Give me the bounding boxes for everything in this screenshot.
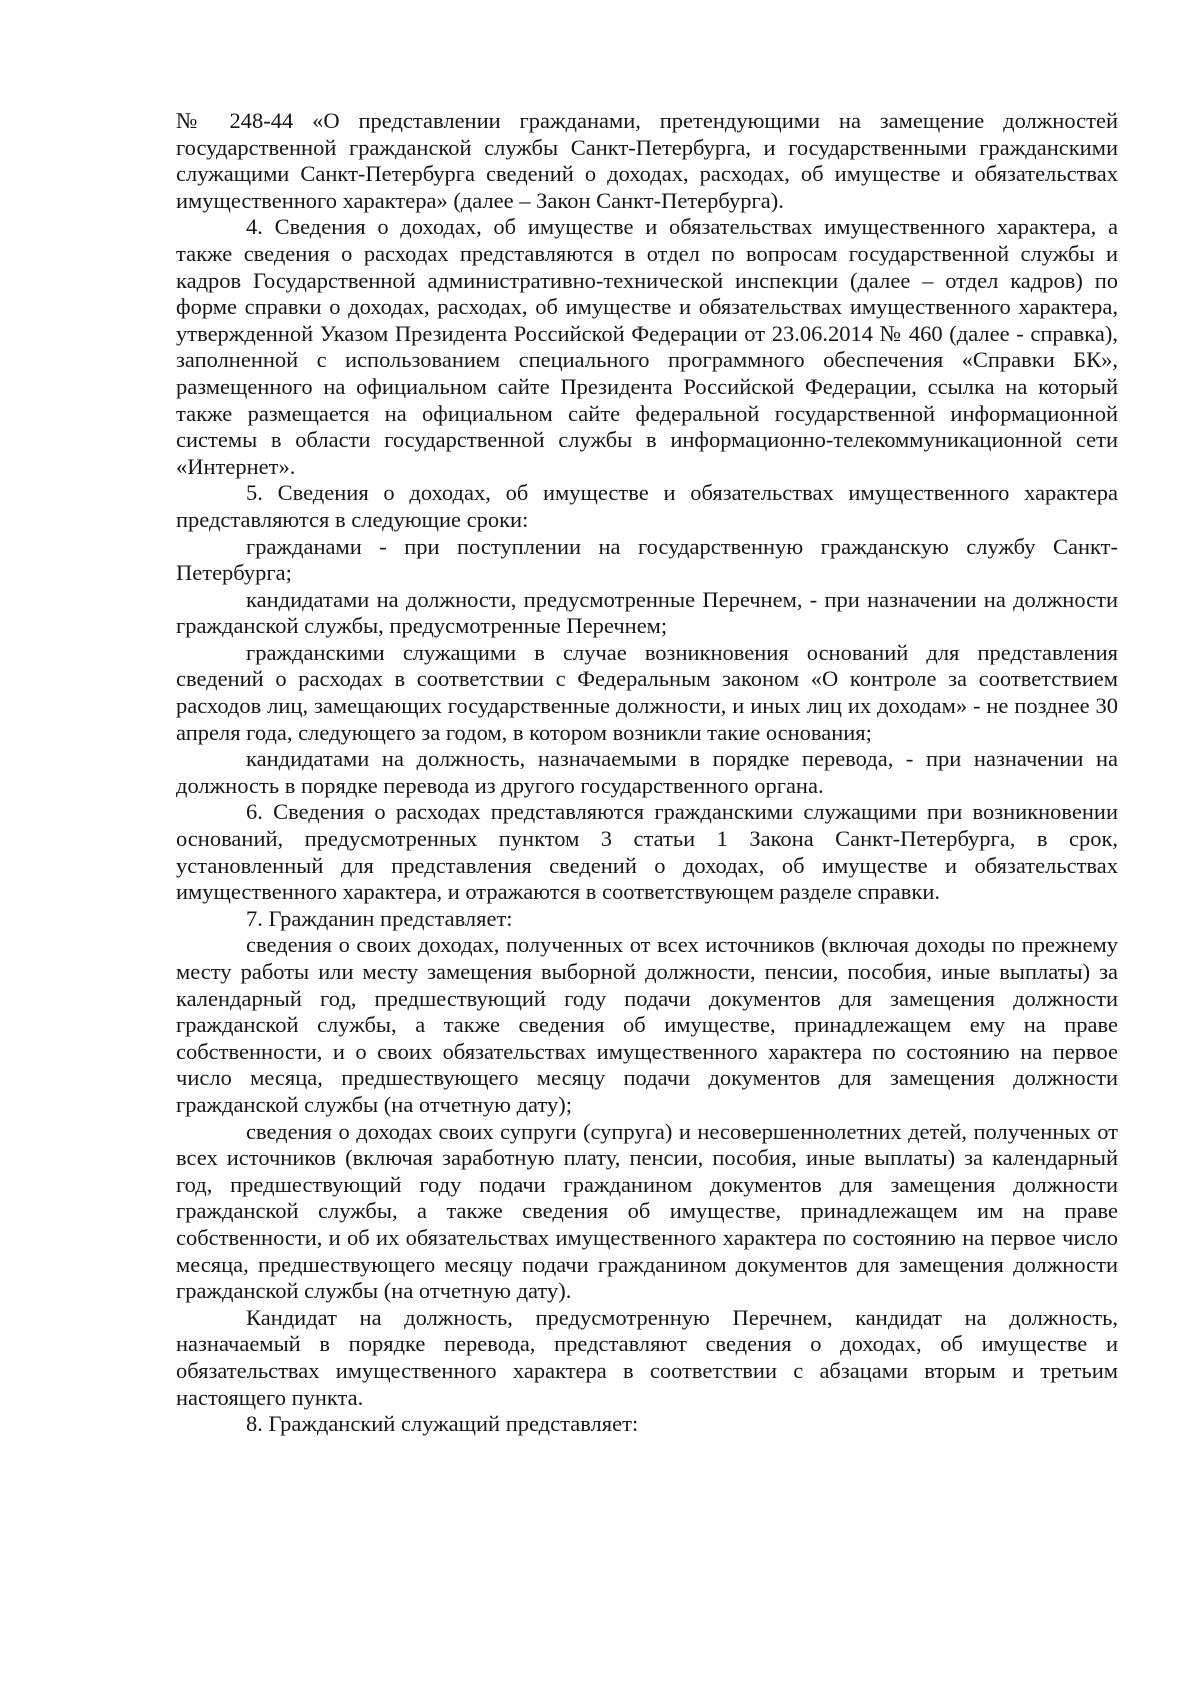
paragraph-item-5-citizens: гражданами - при поступлении на государственную гражданскую службу Санкт-Петербурга; <box>176 533 1118 586</box>
paragraph-item-4: 4. Сведения о доходах, об имуществе и обязательствах имущественного характера, а также сведения о расходах представляются в отдел по вопросам государственной службы и кадров Государственной административно-технической инспекции (далее – отдел кадров) по форме справки о доходах, расходах, об имуществе и обязательствах имущественного характера, утвержденной Указом Президента Российской Федерации от 23.06.2014 № 460 (далее - справка), заполненной с использованием специального программного обеспечения «Справки БК», размещенного на официальном сайте Президента Российской Федерации, ссылка на который также размещается на официальном сайте федеральной государственной информационной системы в области государственной службы в информационно-телекоммуникационной сети «Интернет». <box>176 214 1118 479</box>
paragraph-item-5-transfer-candidates: кандидатами на должность, назначаемыми в порядке перевода, - при назначении на должность в порядке перевода из другого государственного органа. <box>176 746 1118 798</box>
paragraph-item-7-own-income: сведения о своих доходах, полученных от всех источников (включая доходы по прежнему месту работы или месту замещения выборной должности, пенсии, пособия, иные выплаты) за календарный год, предшествующий году подачи документов для замещения должности гражданской службы, а также сведения об имуществе, принадлежащем ему на праве собственности, и о своих обязательствах имущественного характера по состоянию на первое число месяца, предшествующего месяцу подачи документов для замещения должности гражданской службы (на отчетную дату); <box>176 932 1118 1117</box>
paragraph-item-7-family-income: сведения о доходах своих супруги (супруга) и несовершеннолетних детей, полученных от всех источников (включая заработную плату, пенсии, пособия, иные выплаты) за календарный год, предшествующий году подачи гражданином документов для замещения должности гражданской службы, а также сведения об имуществе, принадлежащем им на праве собственности, и об их обязательствах имущественного характера по состоянию на первое число месяца, предшествующего месяцу подачи гражданином документов для замещения должности гражданской службы (на отчетную дату). <box>176 1118 1118 1304</box>
paragraph-item-8: 8. Гражданский служащий представляет: <box>246 1411 639 1437</box>
paragraph-item-5-candidates: кандидатами на должности, предусмотренные Перечнем, - при назначении на должности гражданской службы, предусмотренные Перечнем; <box>176 586 1118 639</box>
paragraph-item-7: 7. Гражданин представляет: <box>246 905 513 931</box>
paragraph-item-5-civil-servants: гражданскими служащими в случае возникновения оснований для представления сведений о расходах в соответствии с Федеральным законом «О контроле за соответствием расходов лиц, замещающих государственные должности, и иных лиц их доходам» - не позднее 30 апреля года, следующего за годом, в котором возникли такие основания; <box>176 639 1118 745</box>
paragraph-item-5: 5. Сведения о доходах, об имуществе и обязательствах имущественного характера представляются в следующие сроки: <box>176 480 1118 532</box>
paragraph-item-7-candidate: Кандидат на должность, предусмотренную Перечнем, кандидат на должность, назначаемый в порядке перевода, представляют сведения о доходах, об имуществе и обязательствах имущественного характера в соответствии с абзацами вторым и третьим настоящего пункта. <box>176 1304 1118 1410</box>
paragraph-item-6: 6. Сведения о расходах представляются гражданскими служащими при возникновении оснований, предусмотренных пунктом 3 статьи 1 Закона Санкт-Петербурга, в срок, установленный для представления сведений о доходах, об имуществе и обязательствах имущественного характера, и отражаются в соответствующем разделе справки. <box>176 799 1118 905</box>
document-page <box>176 108 1118 1438</box>
paragraph-law-reference: № 248-44 «О представлении гражданами, претендующими на замещение должностей государственной гражданской службы Санкт-Петербурга, и государственными гражданскими служащими Санкт-Петербурга сведений о доходах, расходах, об имуществе и обязательствах имущественного характера» (далее – Закон Санкт-Петербурга). <box>176 108 1118 213</box>
